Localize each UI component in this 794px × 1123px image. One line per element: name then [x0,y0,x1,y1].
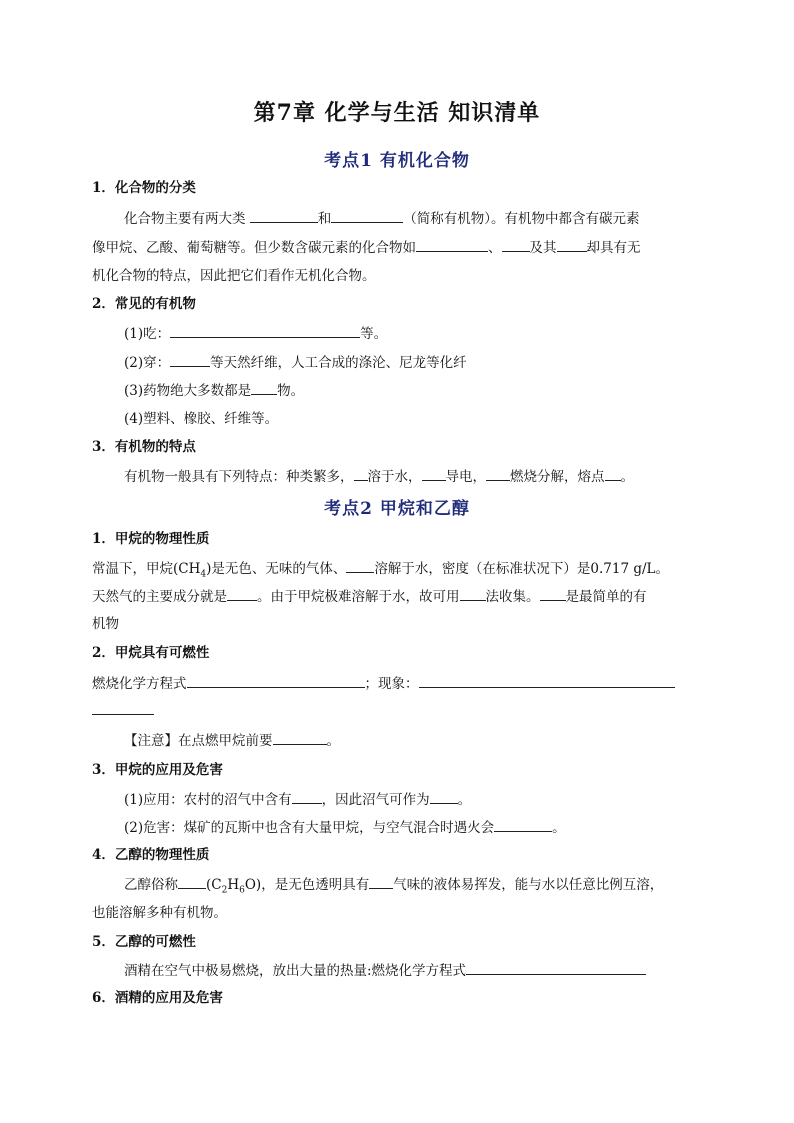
blank-field[interactable] [486,466,510,481]
paragraph-line: 乙醇俗称 $(C_2H_6O)$，是无色透明具有 气味的液体易挥发，能与水以任意比例互溶， [124,874,663,901]
subheading-methane-use-harm: 3．甲烷的应用及危害 [92,762,223,778]
blank-field[interactable] [292,789,322,804]
blank-field[interactable] [430,789,458,804]
note-line: 【注意】在点燃甲烷前要 。 [124,730,340,751]
subheading-ethanol-flammable: 5．乙醇的可燃性 [92,934,196,950]
subheading-methane-physical: 1．甲烷的物理性质 [92,531,210,547]
paragraph-line: 像甲烷、乙酸、葡萄糖等。但少数含碳元素的化合物如 、 及其 却具有无 [92,237,641,258]
equation-blank[interactable] [466,960,646,975]
subheading-compound-classification: 1．化合物的分类 [92,180,196,196]
paragraph-line: 燃烧化学方程式 ；现象： [92,673,675,694]
subheading-common-organics: 2．常见的有机物 [92,296,196,312]
blank-field[interactable] [605,466,621,481]
blank-field[interactable] [354,466,368,481]
paragraph-line: 也能溶解多种有机物。 [92,905,227,921]
list-item: (4)塑料、橡胶、纤维等。 [124,411,279,427]
subheading-methane-flammable: 2．甲烷具有可燃性 [92,645,210,661]
subheading-alcohol-use-harm: 6．酒精的应用及危害 [92,990,223,1006]
blank-field[interactable] [227,586,257,601]
section-heading-1: 考点1 有机化合物 [324,151,470,171]
blank-field[interactable] [540,586,566,601]
blank-field[interactable] [494,817,552,832]
blank-field[interactable] [178,874,206,889]
blank-field[interactable] [170,352,210,367]
paragraph-line: 机化合物的特点，因此把它们看作无机化合物。 [92,268,376,284]
blank-field[interactable] [502,237,530,252]
blank-field[interactable] [460,586,486,601]
paragraph-line: 常温下，甲烷$(CH_4)$是无色、无味的气体、 溶解于水，密度（在标准状况下）是0.717 g/L。 [92,558,669,585]
list-item: (3)药物绝大多数都是 物。 [124,380,304,401]
list-item: (2)穿： 等天然纤维，人工合成的涤沦、尼龙等化纤 [124,352,467,373]
blank-field[interactable] [331,208,403,223]
section-heading-2: 考点2 甲烷和乙醇 [324,499,470,519]
paragraph-line [92,700,154,721]
blank-field[interactable] [557,237,587,252]
blank-field[interactable] [170,323,360,338]
blank-field[interactable] [92,700,154,715]
paragraph-line: 天然气的主要成分就是 。由于甲烷极难溶解于水，故可用 法收集。 是最简单的有 [92,586,647,607]
paragraph-line: 化合物主要有两大类 和 （简称有机物）。有机物中都含有碳元素 [124,208,640,229]
blank-field[interactable] [250,208,318,223]
subheading-ethanol-physical: 4．乙醇的物理性质 [92,847,210,863]
paragraph-line: 酒精在空气中极易燃烧，放出大量的热量:燃烧化学方程式 [124,960,646,981]
equation-blank[interactable] [187,673,365,688]
list-item: (1)应用：农村的沼气中含有 ，因此沼气可作为 。 [124,789,471,810]
list-item: (2)危害：煤矿的瓦斯中也含有大量甲烷，与空气混合时遇火会 。 [124,817,566,838]
blank-field[interactable] [369,874,393,889]
blank-field[interactable] [422,466,446,481]
blank-field[interactable] [416,237,488,252]
blank-field[interactable] [346,558,374,573]
list-item: (1)吃： 等。 [124,323,387,344]
phenomenon-blank[interactable] [419,673,675,688]
blank-field[interactable] [251,380,277,395]
subheading-organic-features: 3．有机物的特点 [92,439,196,455]
blank-field[interactable] [273,730,327,745]
paragraph-line: 机物 [92,616,119,632]
page-title: 第7章 化学与生活 知识清单 [253,100,541,126]
paragraph-line: 有机物一般具有下列特点：种类繁多， 溶于水， 导电， 燃烧分解，熔点 。 [124,466,634,487]
